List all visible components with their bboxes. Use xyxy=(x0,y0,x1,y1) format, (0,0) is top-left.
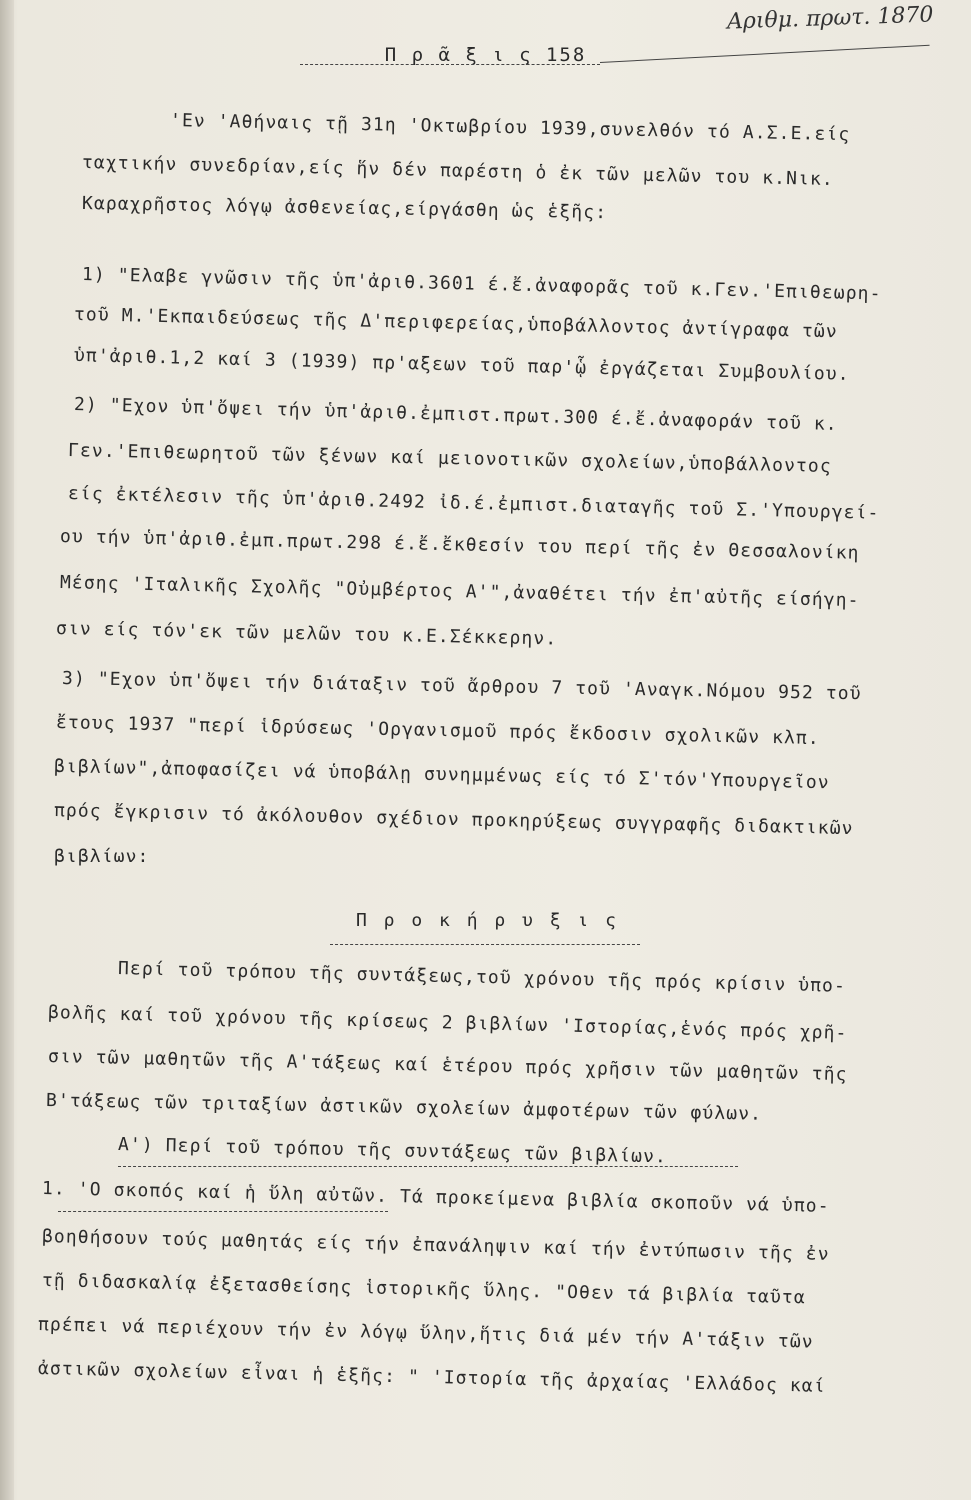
body-line: ἔτους 1937 "περί ἱδρύσεως 'Οργανισμοῦ πρός ἔκδοσιν σχολικῶν κλπ. xyxy=(55,712,821,749)
body-line: τοῦ Μ.'Εκπαιδεύσεως τῆς Δ'περιφερείας,ὑποβάλλοντος ἀντίγραφα τῶν xyxy=(73,304,839,343)
handwritten-protocol-number: Αριθμ. πρωτ. 1870 xyxy=(726,2,934,35)
body-line: Γεν.'Επιθεωρητοῦ τῶν ξένων καί μειονοτικῶν σχολείων,ὑποβάλλοντος xyxy=(67,440,833,477)
body-line: 2) "Εχον ὑπ'ὄψει τήν ὑπ'ἀριθ.ἐμπιστ.πρωτ.300 έ.ἔ.ἀναφοράν τοῦ κ. xyxy=(73,394,838,435)
body-line: πρός ἔγκρισιν τό ἀκόλουθον σχέδιον προκηρύξεως συγγραφῆς διδακτικῶν xyxy=(53,800,854,840)
title-underline xyxy=(300,64,600,65)
body-line: σιν είς τόν'εκ τῶν μελῶν του κ.Ε.Σέκκερην. xyxy=(55,618,558,650)
body-line: βιβλίων",ἀποφασίζει νά ὑποβάλῃ συνημμένως είς τό Σ'τόν'Υπουργεῖον xyxy=(53,756,830,794)
section-a-line: τῇ διδασκαλίᾳ ἐξετασθείσης ἱστορικῆς ὕλης. "Οθεν τά βιβλία ταῦτα xyxy=(41,1270,807,1309)
body-line: ταχτικήν συνεδρίαν,είς ἥν δέν παρέστη ὁ ἐκ τῶν μελῶν του κ.Νικ. xyxy=(81,152,835,191)
purpose-underline xyxy=(58,1211,388,1212)
proclamation-line: Περί τοῦ τρόπου τῆς συντάξεως,τοῦ χρόνου τῆς πρός κρίσιν ὑπο- xyxy=(117,958,847,997)
section-a-line: πρέπει νά περιέχουν τήν ἐν λόγῳ ὕλην,ἥτις διά μέν τήν Α'τάξιν τῶν xyxy=(37,1314,814,1353)
proclamation-line: σιν τῶν μαθητῶν τῆς Α'τάξεως καί ἑτέρου πρός χρῆσιν τῶν μαθητῶν τῆς xyxy=(47,1046,848,1086)
body-line: 1) "Ελαβε γνῶσιν τῆς ὑπ'ἀριθ.3601 έ.ἔ.ἀναφορᾶς τοῦ κ.Γεν.'Επιθεωρη- xyxy=(81,264,882,305)
body-line: Καραχρῆστος λόγῳ ἀσθενείας,είργάσθη ὡς ἑξῆς: xyxy=(81,193,608,224)
section-a-underline xyxy=(118,1166,738,1167)
proclamation-heading: Π ρ ο κ ή ρ υ ξ ι ς xyxy=(356,910,619,931)
section-a-line: βοηθήσουν τούς μαθητάς είς τήν ἐπανάληψιν καί τήν ἐντύπωσιν τῆς ἐν xyxy=(41,1226,830,1265)
body-line: 3) "Εχον ὑπ'ὄψει τήν διάταξιν τοῦ ἄρθρου 7 τοῦ 'Αναγκ.Νόμου 952 τοῦ xyxy=(61,668,862,705)
section-a-line: 1. 'Ο σκοπός καί ἡ ὕλη αὐτῶν. Τά προκείμενα βιβλία σκοποῦν νά ὑπο- xyxy=(41,1178,830,1217)
proclamation-line: Β'τάξεως τῶν τριταξίων ἀστικῶν σχολείων ἀμφοτέρων τῶν φύλων. xyxy=(45,1090,763,1125)
body-line: ου τήν ὑπ'ἀριθ.ἐμπ.πρωτ.298 έ.ἔ.ἔκθεσίν του περί τῆς ἐν Θεσσαλονίκη xyxy=(59,526,860,564)
page-title: Π ρ ᾶ ξ ι ς 158 xyxy=(384,44,587,66)
proclamation-line: βολῆς καί τοῦ χρόνου τῆς κρίσεως 2 βιβλίων 'Ιστορίας,ἑνός πρός χρῆ- xyxy=(47,1002,848,1044)
body-line: Μέσης 'Ιταλικῆς Σχολῆς "Οὐμβέρτος Α'",ἀναθέτει τήν ἐπ'αὐτῆς είσήγη- xyxy=(59,572,860,612)
binding-edge xyxy=(0,0,14,1500)
section-a-heading: Α') Περί τοῦ τρόπου τῆς συντάξεως τῶν βιβλίων. xyxy=(117,1134,668,1168)
body-line: 'Εν 'Αθήναις τῇ 31η 'Οκτωβρίου 1939,συνελθόν τό Α.Σ.Ε.είς xyxy=(169,110,851,146)
proclamation-underline xyxy=(330,944,640,945)
body-line: είς ἐκτέλεσιν τῆς ὑπ'ἀριθ.2492 ἰδ.έ.ἐμπιστ.διαταγῆς τοῦ Σ.'Υπουργεί- xyxy=(67,483,880,524)
body-line: ὑπ'ἀριθ.1,2 καί 3 (1939) πρ'αξεων τοῦ παρ'ᾧ ἐργάζεται Συμβουλίου. xyxy=(73,345,850,385)
body-line: βιβλίων: xyxy=(54,846,150,867)
section-a-line: ἀστικῶν σχολείων εἶναι ἡ ἑξῆς: " 'Ιστορία τῆς ἀρχαίας 'Ελλάδος καί xyxy=(37,1358,826,1397)
